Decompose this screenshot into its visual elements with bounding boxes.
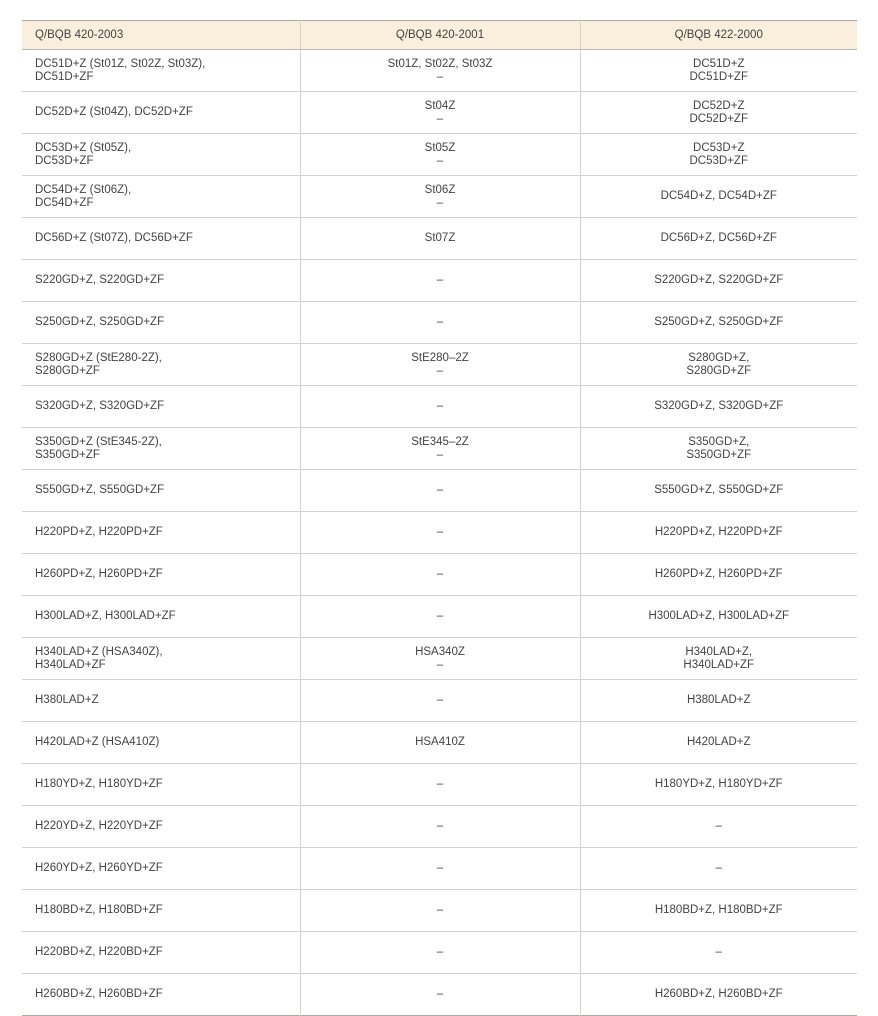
cell-line: H220PD+Z, H220PD+ZF xyxy=(35,526,163,538)
cell-line: St07Z xyxy=(424,232,456,244)
table-cell-col3 xyxy=(580,554,857,596)
cell-line: H220PD+Z, H220PD+ZF xyxy=(654,526,783,538)
table-cell-col1 xyxy=(22,302,300,344)
cell-line: DC52D+ZF xyxy=(689,112,748,125)
cell-line: H340LAD+ZF xyxy=(683,658,755,671)
cell-line: S280GD+Z (StE280-2Z), xyxy=(35,351,162,364)
cell-line: S320GD+Z, S320GD+ZF xyxy=(654,400,784,412)
table-cell-col1 xyxy=(22,218,300,260)
cell-line: DC51D+ZF xyxy=(689,70,748,83)
cell-line: S280GD+ZF xyxy=(686,364,752,377)
table-cell-col3 xyxy=(580,596,857,638)
cell-line: DC52D+Z (St04Z), DC52D+ZF xyxy=(35,106,193,118)
cell-line: – xyxy=(436,658,444,671)
table-cell-col3 xyxy=(580,764,857,806)
table-cell-col1 xyxy=(22,344,300,386)
table-cell-col2 xyxy=(300,260,580,302)
cell-line: – xyxy=(436,316,444,328)
table-cell-col1 xyxy=(22,638,300,680)
cell-line: DC51D+Z xyxy=(693,57,745,70)
table-cell-col3 xyxy=(580,260,857,302)
cell-line: – xyxy=(436,568,444,580)
cell-line: St04Z xyxy=(424,99,456,112)
cell-line: H300LAD+Z, H300LAD+ZF xyxy=(35,610,176,622)
table-cell-col3 xyxy=(580,848,857,890)
table-cell-col3 xyxy=(580,512,857,554)
table-row xyxy=(22,932,857,974)
cell-line: DC54D+ZF xyxy=(35,196,94,209)
table-row xyxy=(22,596,857,638)
cell-line: – xyxy=(436,274,444,286)
cell-line: DC56D+Z (St07Z), DC56D+ZF xyxy=(35,232,193,244)
cell-line: – xyxy=(436,988,444,1000)
cell-line: – xyxy=(436,610,444,622)
cell-line: S550GD+Z, S550GD+ZF xyxy=(35,484,165,496)
table-cell-col1 xyxy=(22,974,300,1016)
table-cell-col3 xyxy=(580,302,857,344)
table-cell-col3 xyxy=(580,218,857,260)
cell-line: DC53D+Z xyxy=(693,141,745,154)
column-header-qbqb-420-2001: Q/BQB 420-2001 xyxy=(300,21,580,50)
table-cell-col3 xyxy=(580,806,857,848)
table-row xyxy=(22,512,857,554)
cell-line: H340LAD+Z (HSA340Z), xyxy=(35,645,163,658)
table-cell-col3 xyxy=(580,932,857,974)
table-cell-col2 xyxy=(300,428,580,470)
table-cell-col1 xyxy=(22,722,300,764)
table-cell-col1 xyxy=(22,386,300,428)
table-cell-col3 xyxy=(580,134,857,176)
table-row xyxy=(22,176,857,218)
table-row xyxy=(22,638,857,680)
table-cell-col2 xyxy=(300,302,580,344)
table-cell-col3 xyxy=(580,386,857,428)
table-cell-col1 xyxy=(22,848,300,890)
table-cell-col2 xyxy=(300,554,580,596)
table-cell-col2 xyxy=(300,92,580,134)
table-row xyxy=(22,260,857,302)
table-cell-col1 xyxy=(22,176,300,218)
cell-line: DC52D+Z xyxy=(693,99,745,112)
cell-line: H260PD+Z, H260PD+ZF xyxy=(654,568,783,580)
table-row xyxy=(22,890,857,932)
cell-line: – xyxy=(436,196,444,209)
table-row xyxy=(22,302,857,344)
cell-line: H180YD+Z, H180YD+ZF xyxy=(35,778,163,790)
cell-line: H380LAD+Z xyxy=(686,694,751,706)
table-cell-col2 xyxy=(300,890,580,932)
cell-line: – xyxy=(436,820,444,832)
table-cell-col3 xyxy=(580,638,857,680)
table-header-row xyxy=(22,21,857,50)
table-cell-col2 xyxy=(300,512,580,554)
table-cell-col1 xyxy=(22,134,300,176)
cell-line: DC53D+Z (St05Z), xyxy=(35,141,132,154)
table-cell-col1 xyxy=(22,764,300,806)
table-cell-col2 xyxy=(300,806,580,848)
cell-line: DC51D+Z (St01Z, St02Z, St03Z), xyxy=(35,57,206,70)
table-cell-col2 xyxy=(300,638,580,680)
table-cell-col1 xyxy=(22,932,300,974)
table-row xyxy=(22,218,857,260)
table-cell-col1 xyxy=(22,596,300,638)
cell-line: S350GD+Z (StE345-2Z), xyxy=(35,435,162,448)
table-cell-col3 xyxy=(580,890,857,932)
steel-grade-comparison-table xyxy=(22,20,857,1016)
cell-line: S350GD+ZF xyxy=(686,448,752,461)
cell-line: DC56D+Z, DC56D+ZF xyxy=(660,232,777,244)
column-header-qbqb-420-2003: Q/BQB 420-2003 xyxy=(22,21,300,50)
table-row xyxy=(22,92,857,134)
table-row xyxy=(22,722,857,764)
cell-line: H380LAD+Z xyxy=(35,694,99,706)
cell-line: StE280–2Z xyxy=(411,351,469,364)
cell-line: H260YD+Z, H260YD+ZF xyxy=(35,862,163,874)
cell-line: – xyxy=(436,400,444,412)
cell-line: St01Z, St02Z, St03Z xyxy=(387,57,493,70)
cell-line: S320GD+Z, S320GD+ZF xyxy=(35,400,165,412)
table-cell-col1 xyxy=(22,512,300,554)
cell-line: – xyxy=(436,778,444,790)
table-cell-col2 xyxy=(300,50,580,92)
cell-line: – xyxy=(715,820,722,832)
table-cell-col3 xyxy=(580,680,857,722)
cell-line: St06Z xyxy=(424,183,456,196)
cell-line: – xyxy=(436,484,444,496)
cell-line: H340LAD+ZF xyxy=(35,658,106,671)
table-row xyxy=(22,680,857,722)
cell-line: – xyxy=(436,70,444,83)
cell-line: S350GD+ZF xyxy=(35,448,100,461)
cell-line: H420LAD+Z xyxy=(686,736,751,748)
table-row xyxy=(22,386,857,428)
table-cell-col2 xyxy=(300,974,580,1016)
cell-line: DC54D+Z, DC54D+ZF xyxy=(660,190,777,202)
cell-line: S550GD+Z, S550GD+ZF xyxy=(654,484,784,496)
table-row xyxy=(22,974,857,1016)
table-cell-col2 xyxy=(300,218,580,260)
table-cell-col3 xyxy=(580,428,857,470)
cell-line: S250GD+Z, S250GD+ZF xyxy=(35,316,165,328)
table-cell-col3 xyxy=(580,974,857,1016)
cell-line: H220YD+Z, H220YD+ZF xyxy=(35,820,163,832)
cell-line: – xyxy=(436,154,444,167)
cell-line: H260PD+Z, H260PD+ZF xyxy=(35,568,163,580)
cell-line: – xyxy=(715,946,722,958)
table-cell-col1 xyxy=(22,50,300,92)
cell-line: S280GD+ZF xyxy=(35,364,100,377)
table-cell-col3 xyxy=(580,176,857,218)
cell-line: – xyxy=(436,526,444,538)
cell-line: S350GD+Z, xyxy=(688,435,750,448)
cell-line: St05Z xyxy=(424,141,456,154)
table-cell-col2 xyxy=(300,344,580,386)
table-cell-col2 xyxy=(300,932,580,974)
table-row xyxy=(22,806,857,848)
cell-line: StE345–2Z xyxy=(411,435,469,448)
table-cell-col3 xyxy=(580,344,857,386)
table-cell-col2 xyxy=(300,848,580,890)
table-row xyxy=(22,428,857,470)
table-cell-col2 xyxy=(300,386,580,428)
cell-line: HSA410Z xyxy=(415,736,465,748)
cell-line: – xyxy=(436,364,444,377)
table-cell-col1 xyxy=(22,806,300,848)
cell-line: DC54D+Z (St06Z), xyxy=(35,183,132,196)
cell-line: DC53D+ZF xyxy=(689,154,748,167)
table-cell-col1 xyxy=(22,92,300,134)
table-cell-col2 xyxy=(300,596,580,638)
cell-line: DC53D+ZF xyxy=(35,154,94,167)
cell-line: H340LAD+Z, xyxy=(685,645,753,658)
table-cell-col2 xyxy=(300,722,580,764)
table-cell-col2 xyxy=(300,680,580,722)
table-cell-col2 xyxy=(300,470,580,512)
cell-line: – xyxy=(436,862,444,874)
cell-line: – xyxy=(715,862,722,874)
cell-line: H180BD+Z, H180BD+ZF xyxy=(35,904,163,916)
table-cell-col3 xyxy=(580,470,857,512)
cell-line: H260BD+Z, H260BD+ZF xyxy=(35,988,163,1000)
cell-line: S220GD+Z, S220GD+ZF xyxy=(35,274,165,286)
table-cell-col3 xyxy=(580,50,857,92)
cell-line: S280GD+Z, xyxy=(688,351,750,364)
table-cell-col1 xyxy=(22,890,300,932)
table-row xyxy=(22,764,857,806)
cell-line: – xyxy=(436,112,444,125)
table-row xyxy=(22,344,857,386)
cell-line: S250GD+Z, S250GD+ZF xyxy=(654,316,784,328)
table-cell-col2 xyxy=(300,176,580,218)
table-row xyxy=(22,50,857,92)
cell-line: – xyxy=(436,904,444,916)
table-row xyxy=(22,134,857,176)
cell-line: – xyxy=(436,946,444,958)
cell-line: – xyxy=(436,448,444,461)
cell-line: H420LAD+Z (HSA410Z) xyxy=(35,736,160,748)
cell-line: H260BD+Z, H260BD+ZF xyxy=(654,988,783,1000)
column-header-qbqb-422-2000: Q/BQB 422-2000 xyxy=(580,21,857,50)
table-cell-col1 xyxy=(22,470,300,512)
table-cell-col1 xyxy=(22,554,300,596)
table-cell-col2 xyxy=(300,134,580,176)
table-cell-col3 xyxy=(580,92,857,134)
table-row xyxy=(22,470,857,512)
cell-line: H300LAD+Z, H300LAD+ZF xyxy=(648,610,790,622)
cell-line: S220GD+Z, S220GD+ZF xyxy=(654,274,784,286)
table-row xyxy=(22,554,857,596)
table-cell-col3 xyxy=(580,722,857,764)
cell-line: H220BD+Z, H220BD+ZF xyxy=(35,946,163,958)
table-cell-col2 xyxy=(300,764,580,806)
cell-line: HSA340Z xyxy=(415,645,465,658)
cell-line: H180YD+Z, H180YD+ZF xyxy=(654,778,783,790)
table-cell-col1 xyxy=(22,428,300,470)
cell-line: H180BD+Z, H180BD+ZF xyxy=(654,904,783,916)
cell-line: DC51D+ZF xyxy=(35,70,94,83)
table-cell-col1 xyxy=(22,680,300,722)
table-cell-col1 xyxy=(22,260,300,302)
table-row xyxy=(22,848,857,890)
cell-line: – xyxy=(436,694,444,706)
